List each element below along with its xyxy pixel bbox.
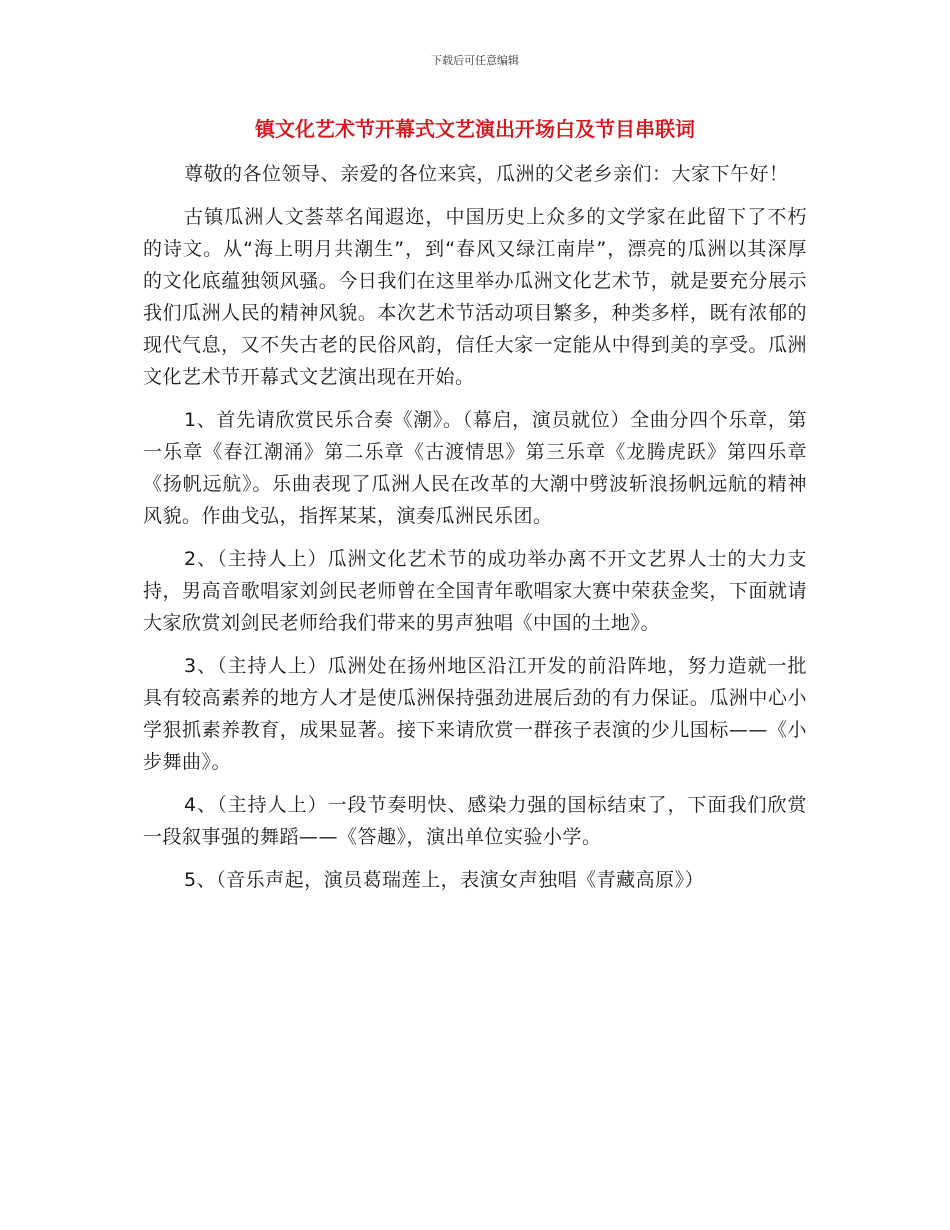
document-body — [143, 158, 807, 907]
paragraph-program-5: 5、（音乐声起，演员葛瑞莲上，表演女声独唱《青藏高原》） — [184, 869, 705, 891]
paragraph-program-4: 4、（主持人上）一段节奏明快、感染力强的国标结束了，下面我们欣赏一段叙事强的舞蹈——《答趣》，演出单位实验小学。 — [143, 794, 807, 848]
header-note: 下载后可任意编辑 — [431, 54, 519, 67]
paragraph-program-1: 1、首先请欣赏民乐合奏《潮》。（幕启，演员就位）全曲分四个乐章，第一乐章《春江潮涌》第二乐章《古渡情思》第三乐章《龙腾虎跃》第四乐章《扬帆远航》。乐曲表现了瓜洲人民在改革的大潮中劈波斩浪扬帆远航的精神风貌。作曲戈弘，指挥某某，演奏瓜洲民乐团。 — [143, 409, 807, 527]
paragraph-intro: 古镇瓜洲人文荟萃名闻遐迩，中国历史上众多的文学家在此留下了不朽的诗文。从“海上明月共潮生”，到“春风又绿江南岸”，漂亮的瓜洲以其深厚的文化底蕴独领风骚。今日我们在这里举办瓜洲文化艺术节，就是要充分展示我们瓜洲人民的精神风貌。本次艺术节活动项目繁多，种类多样，既有浓郁的现代气息，又不失古老的民俗风韵，信任大家一定能从中得到美的享受。瓜洲文化艺术节开幕式文艺演出现在开始。 — [143, 206, 807, 388]
paragraph-program-2: 2、（主持人上）瓜洲文化艺术节的成功举办离不开文艺界人士的大力支持，男高音歌唱家刘剑民老师曾在全国青年歌唱家大赛中荣获金奖，下面就请大家欣赏刘剑民老师给我们带来的男声独唱《中国的土地》。 — [143, 548, 807, 634]
paragraph-greeting: 尊敬的各位领导、亲爱的各位来宾，瓜洲的父老乡亲们：大家下午好！ — [184, 163, 789, 185]
paragraph-program-3: 3、（主持人上）瓜洲处在扬州地区沿江开发的前沿阵地，努力造就一批具有较高素养的地方人才是使瓜洲保持强劲进展后劲的有力保证。瓜洲中心小学狠抓素养教育，成果显著。接下来请欣赏一群孩子表演的少儿国标——《小步舞曲》。 — [143, 655, 807, 773]
document-title: 镇文化艺术节开幕式文艺演出开场白及节目串联词 — [255, 117, 695, 141]
